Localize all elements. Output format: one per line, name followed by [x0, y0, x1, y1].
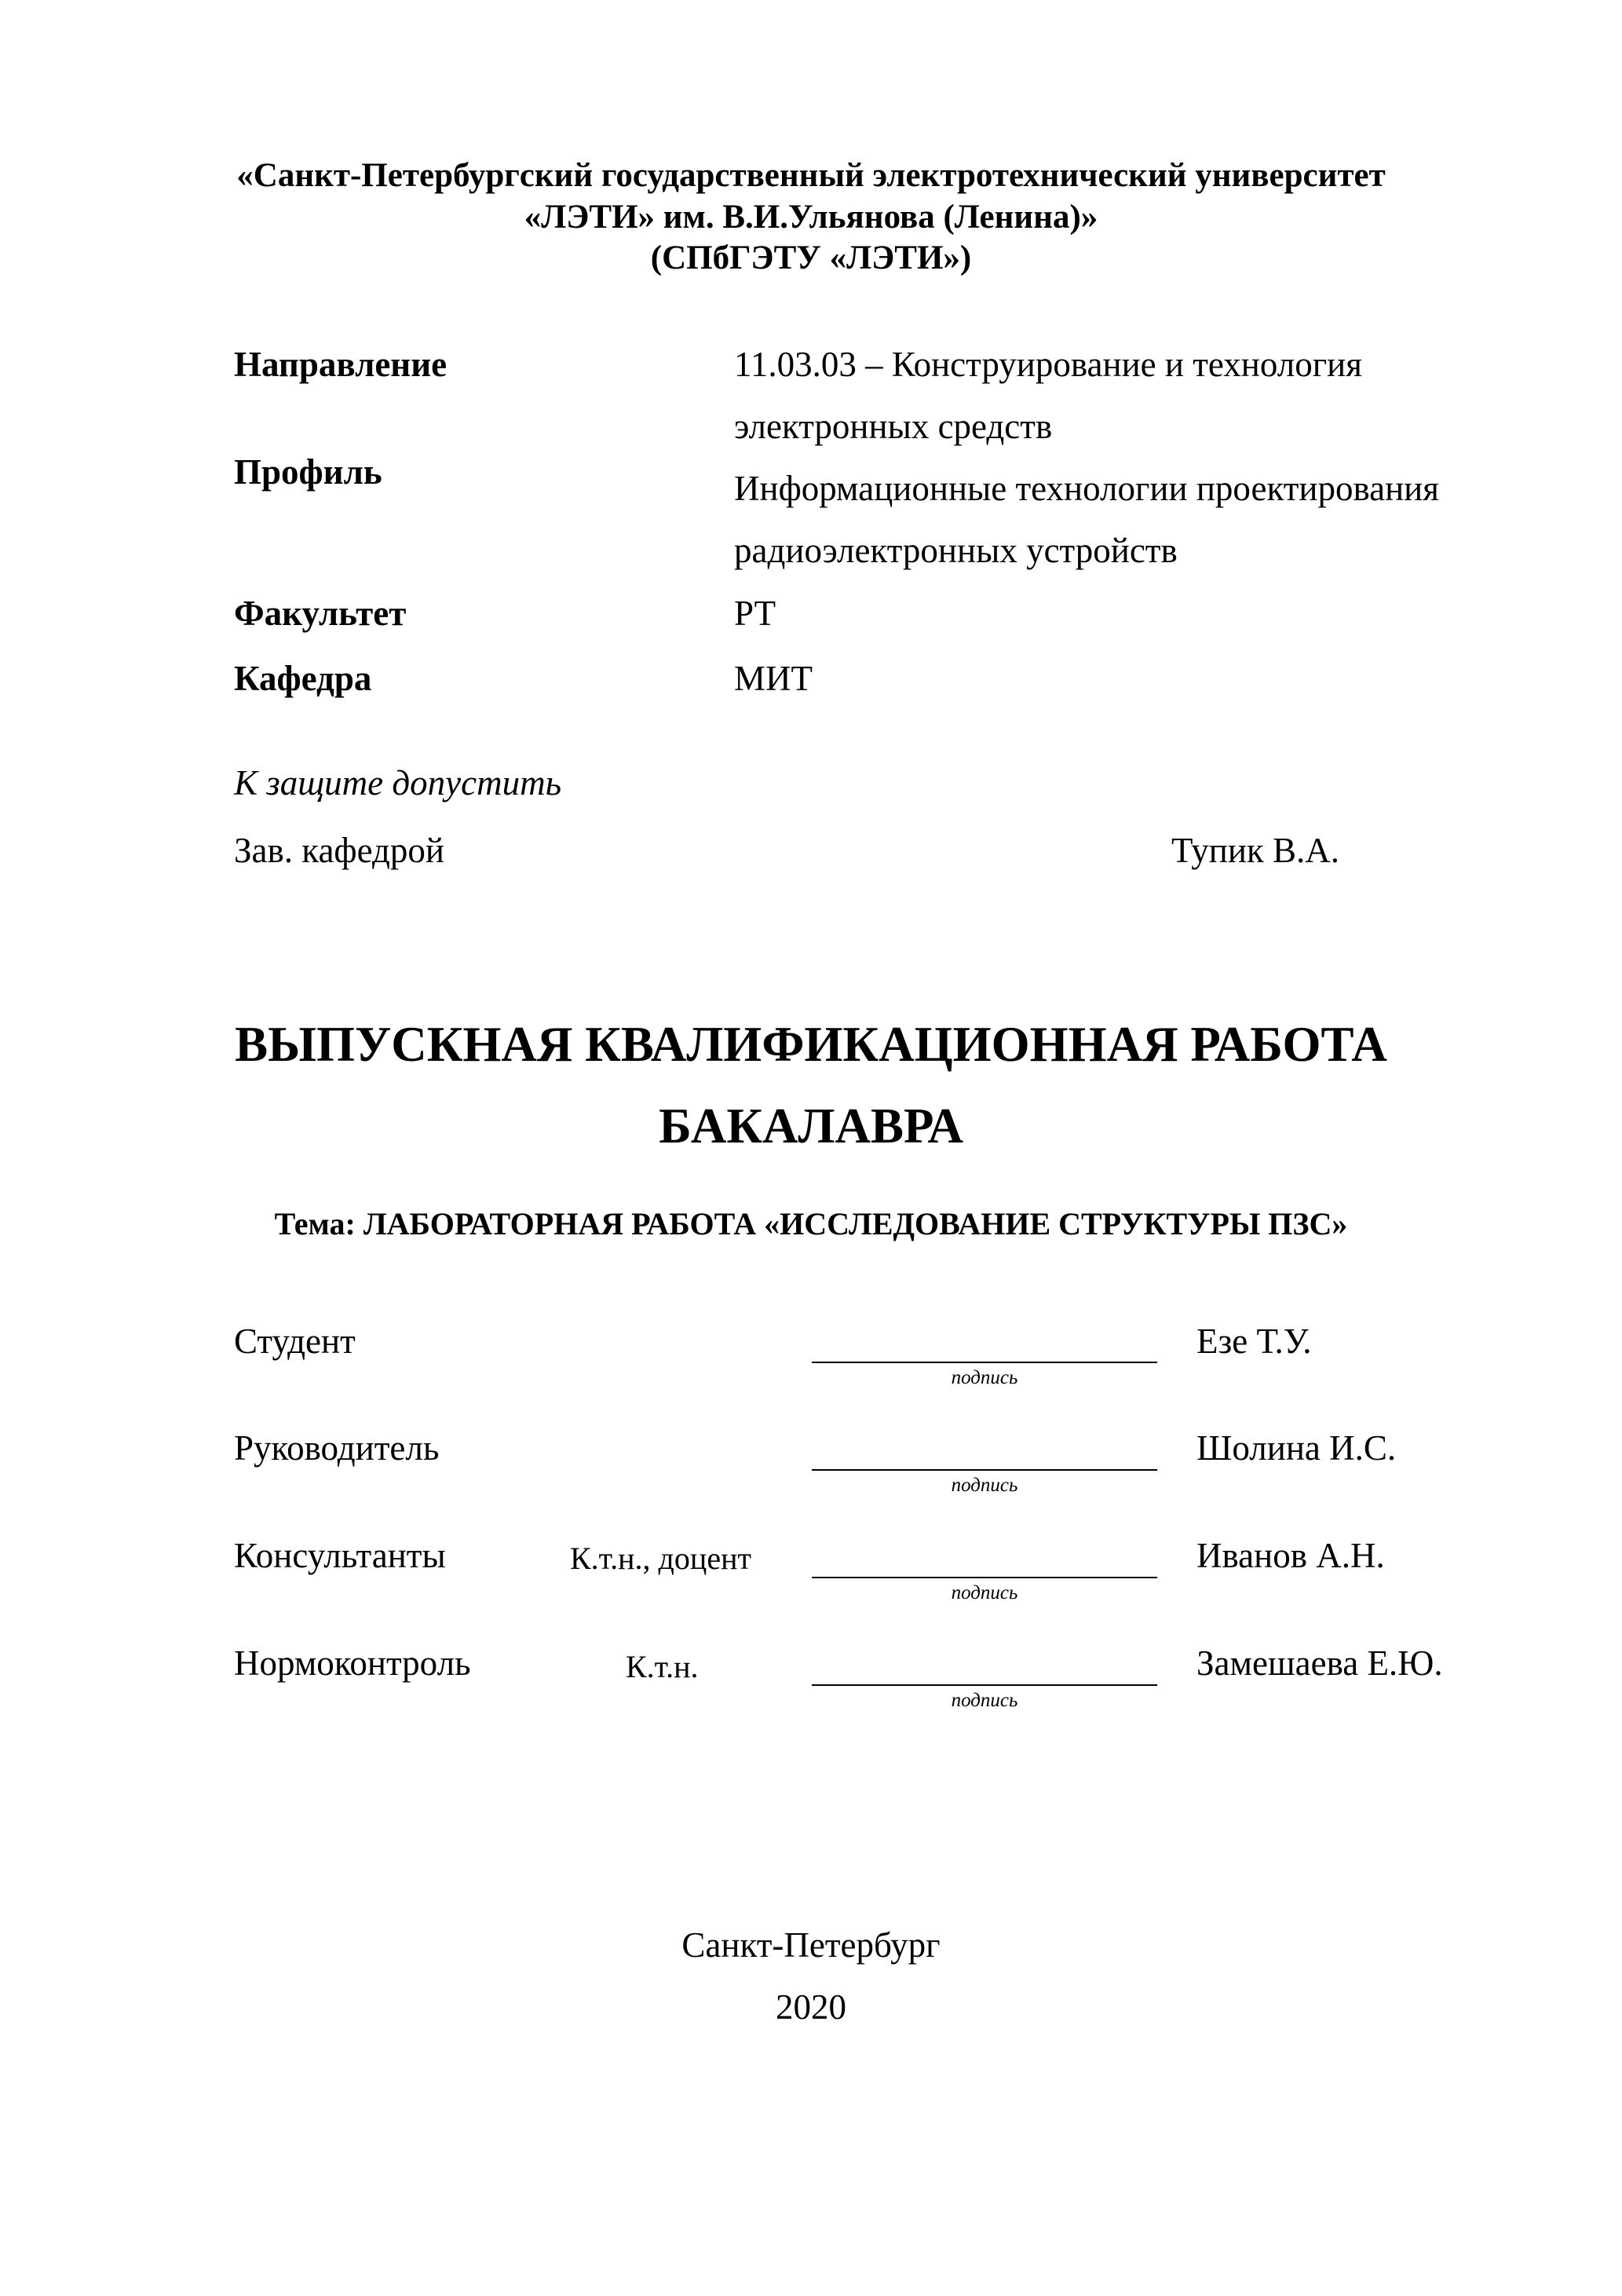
consultants-signature-line [812, 1577, 1157, 1578]
direction-label: Направление [234, 345, 448, 384]
profile-value-line1: Информационные технологии проектирования [734, 469, 1439, 508]
consultants-role: Консультанты [234, 1536, 446, 1575]
consultants-degree: К.т.н., доцент [570, 1541, 751, 1576]
student-role: Студент [234, 1322, 356, 1361]
normcontrol-name: Замешаева Е.Ю. [1196, 1643, 1443, 1683]
university-name-line1: «Санкт-Петербургский государственный электротехнический университет [236, 157, 1386, 194]
direction-value-line1: 11.03.03 – Конструирование и технология [734, 345, 1362, 384]
university-abbreviation: (СПбГЭТУ «ЛЭТИ») [650, 239, 972, 276]
department-label: Кафедра [234, 659, 372, 698]
supervisor-name: Шолина И.С. [1196, 1428, 1397, 1468]
student-signature-caption: подпись [951, 1367, 1018, 1388]
normcontrol-signature-caption: подпись [951, 1690, 1018, 1711]
university-name-line2: «ЛЭТИ» им. В.И.Ульянова (Ленина)» [524, 199, 1098, 236]
faculty-label: Факультет [234, 594, 407, 633]
consultants-name: Иванов А.Н. [1196, 1536, 1385, 1575]
work-title-line1: ВЫПУСКНАЯ КВАЛИФИКАЦИОННАЯ РАБОТА [235, 1017, 1387, 1072]
normcontrol-signature-line [812, 1684, 1157, 1686]
consultants-signature-caption: подпись [951, 1582, 1018, 1603]
supervisor-signature-line [812, 1469, 1157, 1471]
head-of-department-label: Зав. кафедрой [234, 831, 444, 870]
direction-value-line2: электронных средств [734, 407, 1053, 446]
admit-to-defence: К защите допустить [234, 763, 562, 803]
student-name: Езе Т.У. [1196, 1322, 1312, 1361]
faculty-value: РТ [734, 594, 776, 633]
city: Санкт-Петербург [681, 1925, 941, 1965]
work-title-line2: БАКАЛАВРА [659, 1099, 963, 1153]
normcontrol-role: Нормоконтроль [234, 1643, 471, 1683]
supervisor-signature-caption: подпись [951, 1475, 1018, 1496]
work-theme: Тема: ЛАБОРАТОРНАЯ РАБОТА «ИССЛЕДОВАНИЕ СТРУКТУРЫ ПЗС» [274, 1206, 1348, 1241]
department-value: МИТ [734, 659, 813, 698]
profile-label: Профиль [234, 452, 382, 492]
profile-value-line2: радиоэлектронных устройств [734, 531, 1178, 570]
normcontrol-degree: К.т.н. [626, 1649, 699, 1684]
supervisor-role: Руководитель [234, 1428, 440, 1468]
year: 2020 [776, 1987, 846, 2027]
student-signature-line [812, 1362, 1157, 1363]
head-of-department-name: Тупик В.А. [1171, 831, 1340, 870]
